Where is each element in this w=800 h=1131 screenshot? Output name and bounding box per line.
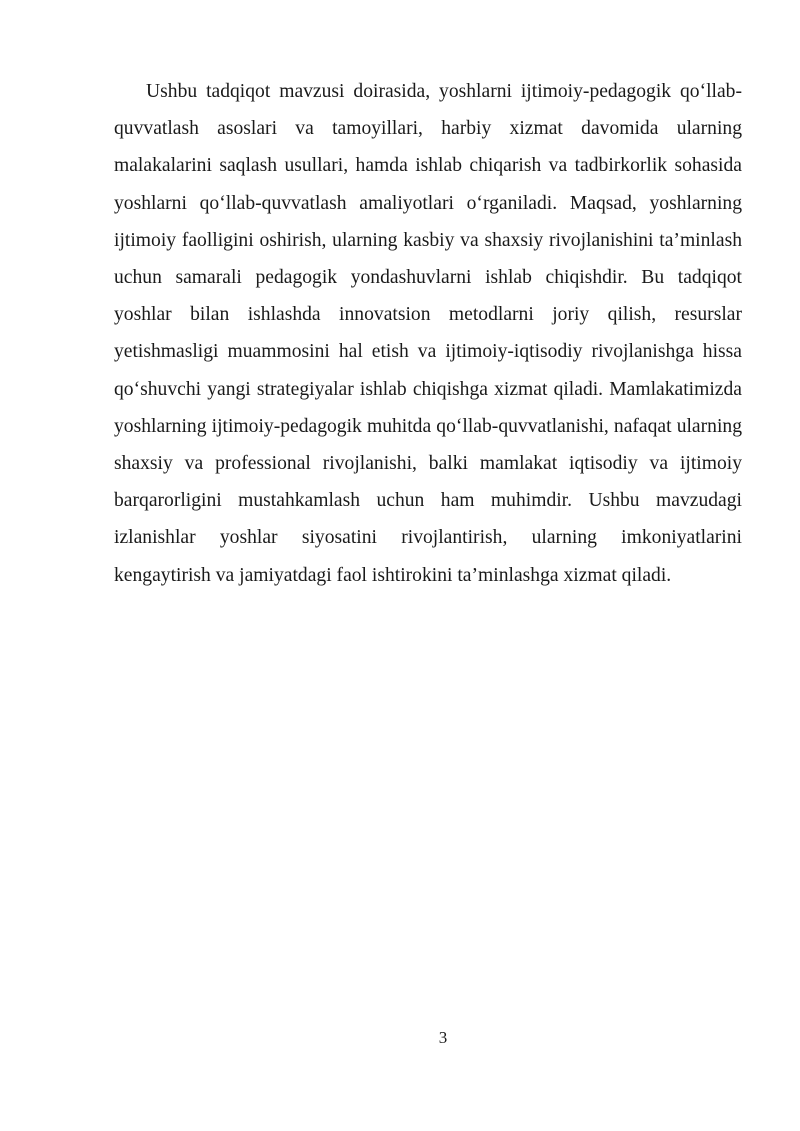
page-number: 3 bbox=[438, 1028, 448, 1047]
body-paragraph: Ushbu tadqiqot mavzusi doirasida, yoshlarni ijtimoiy-pedagogik qo‘llab-quvvatlash asoslari va tamoyillari, harbiy xizmat davomida ularning malakalarini saqlash usullari, hamda ishlab chiqarish va tadbirkorlik sohasida yoshlarni qo‘llab-quvvatlash amaliyotlari o‘rganiladi. Maqsad, yoshlarning ijtimoiy faolligini oshirish, ularning kasbiy va shaxsiy rivojlanishini ta’minlash uchun samarali pedagogik yondashuvlarni ishlab chiqishdir. Bu tadqiqot yoshlar bilan ishlashda innovatsion metodlarni joriy qilish, resurslar yetishmasligi muammosini hal etish va ijtimoiy-iqtisodiy rivojlanishga hissa qo‘shuvchi yangi strategiyalar ishlab chiqishga xizmat qiladi. Mamlakatimizda yoshlarning ijtimoiy-pedagogik muhitda qo‘llab-quvvatlanishi, nafaqat ularning shaxsiy va professional rivojlanishi, balki mamlakat iqtisodiy va ijtimoiy barqarorligini mustahkamlash uchun ham muhimdir. Ushbu mavzudagi izlanishlar yoshlar siyosatini rivojlantirish, ularning imkoniyatlarini kengaytirish va jamiyatdagi faol ishtirokini ta’minlashga xizmat qiladi. bbox=[114, 81, 742, 586]
